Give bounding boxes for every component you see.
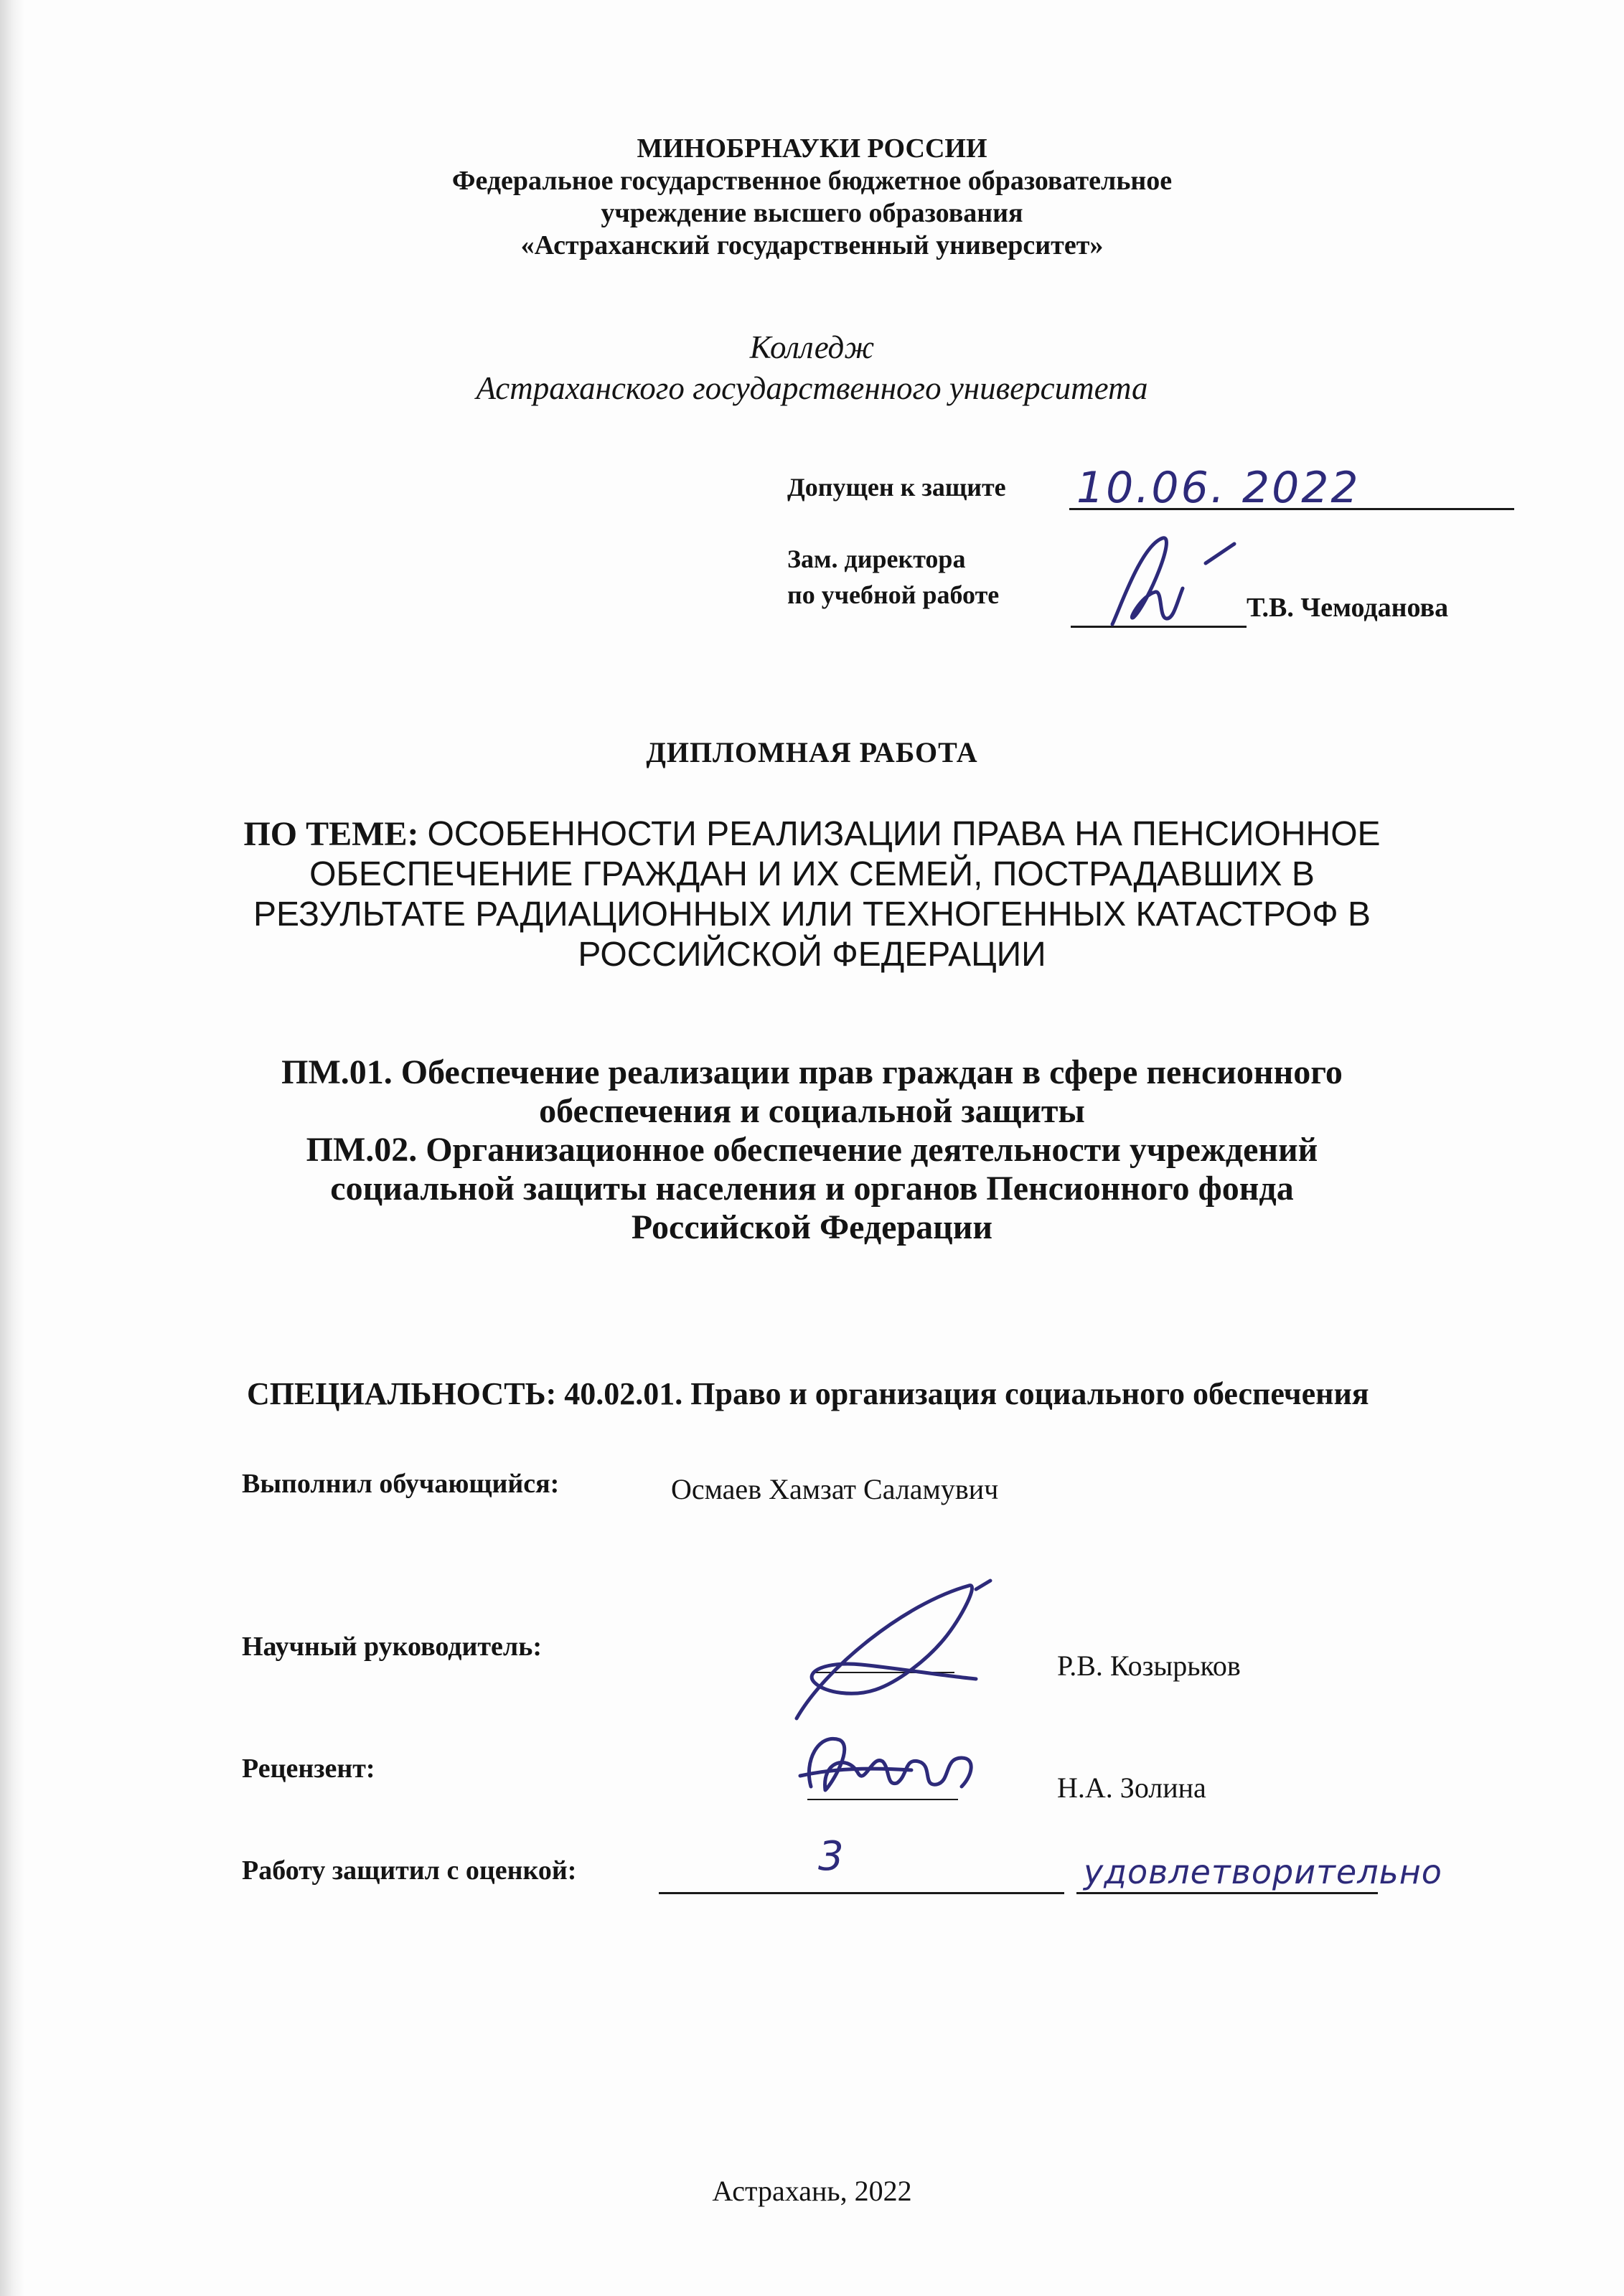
- module-line-4: социальной защиты населения и органов Пенсионного фонда: [330, 1170, 1294, 1208]
- supervisor-signature: [782, 1575, 998, 1726]
- deputy-title-line-2: по учебной работе: [787, 580, 1000, 609]
- deputy-signature: [1098, 524, 1242, 631]
- grade-word-handwritten: удовлетворительно: [1084, 1853, 1442, 1891]
- header-line-ministry: МИНОБРНАУКИ РОССИИ: [637, 133, 987, 164]
- college-line-2: Астраханского государственного университета: [476, 370, 1148, 406]
- supervisor-label: Научный руководитель:: [242, 1632, 542, 1662]
- admission-date-handwritten: 10.06. 2022: [1076, 463, 1361, 513]
- grade-number-handwritten: 3: [818, 1833, 846, 1880]
- ministry-header: [0, 133, 1624, 262]
- topic-block: [0, 814, 1624, 975]
- reviewer-label: Рецензент:: [242, 1754, 375, 1784]
- module-line-5: Российской Федерации: [631, 1208, 993, 1246]
- reviewer-name: Н.А. Золина: [1057, 1772, 1206, 1804]
- header-line-university: «Астраханский государственный университет»: [520, 230, 1104, 260]
- admission-label: Допущен к защите: [787, 473, 1006, 502]
- topic-line-4: РОССИЙСКОЙ ФЕДЕРАЦИИ: [578, 936, 1046, 974]
- modules-block: [0, 1053, 1624, 1247]
- college-block: [0, 327, 1624, 409]
- deputy-title-line-1: Зам. директора: [787, 545, 966, 573]
- city-year: Астрахань, 2022: [712, 2175, 912, 2207]
- module-line-3: ПМ.02. Организационное обеспечение деятельности учреждений: [306, 1131, 1318, 1169]
- topic-line-1: [0, 814, 1624, 855]
- topic-prefix: ПО ТЕМЕ:: [243, 815, 419, 853]
- reviewer-signature: [789, 1718, 990, 1805]
- grade-line-2: [1076, 1892, 1378, 1894]
- deputy-name: Т.В. Чемоданова: [1247, 593, 1449, 623]
- document-type: ДИПЛОМНАЯ РАБОТА: [646, 736, 978, 768]
- module-line-1: ПМ.01. Обеспечение реализации прав граждан в сфере пенсионного: [281, 1053, 1343, 1091]
- student-name: Осмаев Хамзат Саламувич: [671, 1473, 999, 1505]
- module-line-2: обеспечения и социальной защиты: [539, 1092, 1085, 1130]
- header-line-institution-2: учреждение высшего образования: [601, 198, 1023, 228]
- grade-label: Работу защитил с оценкой:: [242, 1855, 577, 1886]
- college-line-1: Колледж: [749, 329, 875, 365]
- grade-line-1: [659, 1892, 1064, 1894]
- header-line-institution-1: Федеральное государственное бюджетное образовательное: [451, 166, 1173, 196]
- supervisor-name: Р.В. Козырьков: [1057, 1650, 1241, 1682]
- topic-line-3: РЕЗУЛЬТАТЕ РАДИАЦИОННЫХ ИЛИ ТЕХНОГЕННЫХ КАТАСТРОФ В: [253, 895, 1371, 933]
- specialty: СПЕЦИАЛЬНОСТЬ: 40.02.01. Право и организация социального обеспечения: [247, 1376, 1369, 1411]
- topic-line-1-text: ОСОБЕННОСТИ РЕАЛИЗАЦИИ ПРАВА НА ПЕНСИОННОЕ: [427, 815, 1381, 853]
- topic-line-2: ОБЕСПЕЧЕНИЕ ГРАЖДАН И ИХ СЕМЕЙ, ПОСТРАДАВШИХ В: [309, 855, 1315, 893]
- student-label: Выполнил обучающийся:: [242, 1469, 560, 1499]
